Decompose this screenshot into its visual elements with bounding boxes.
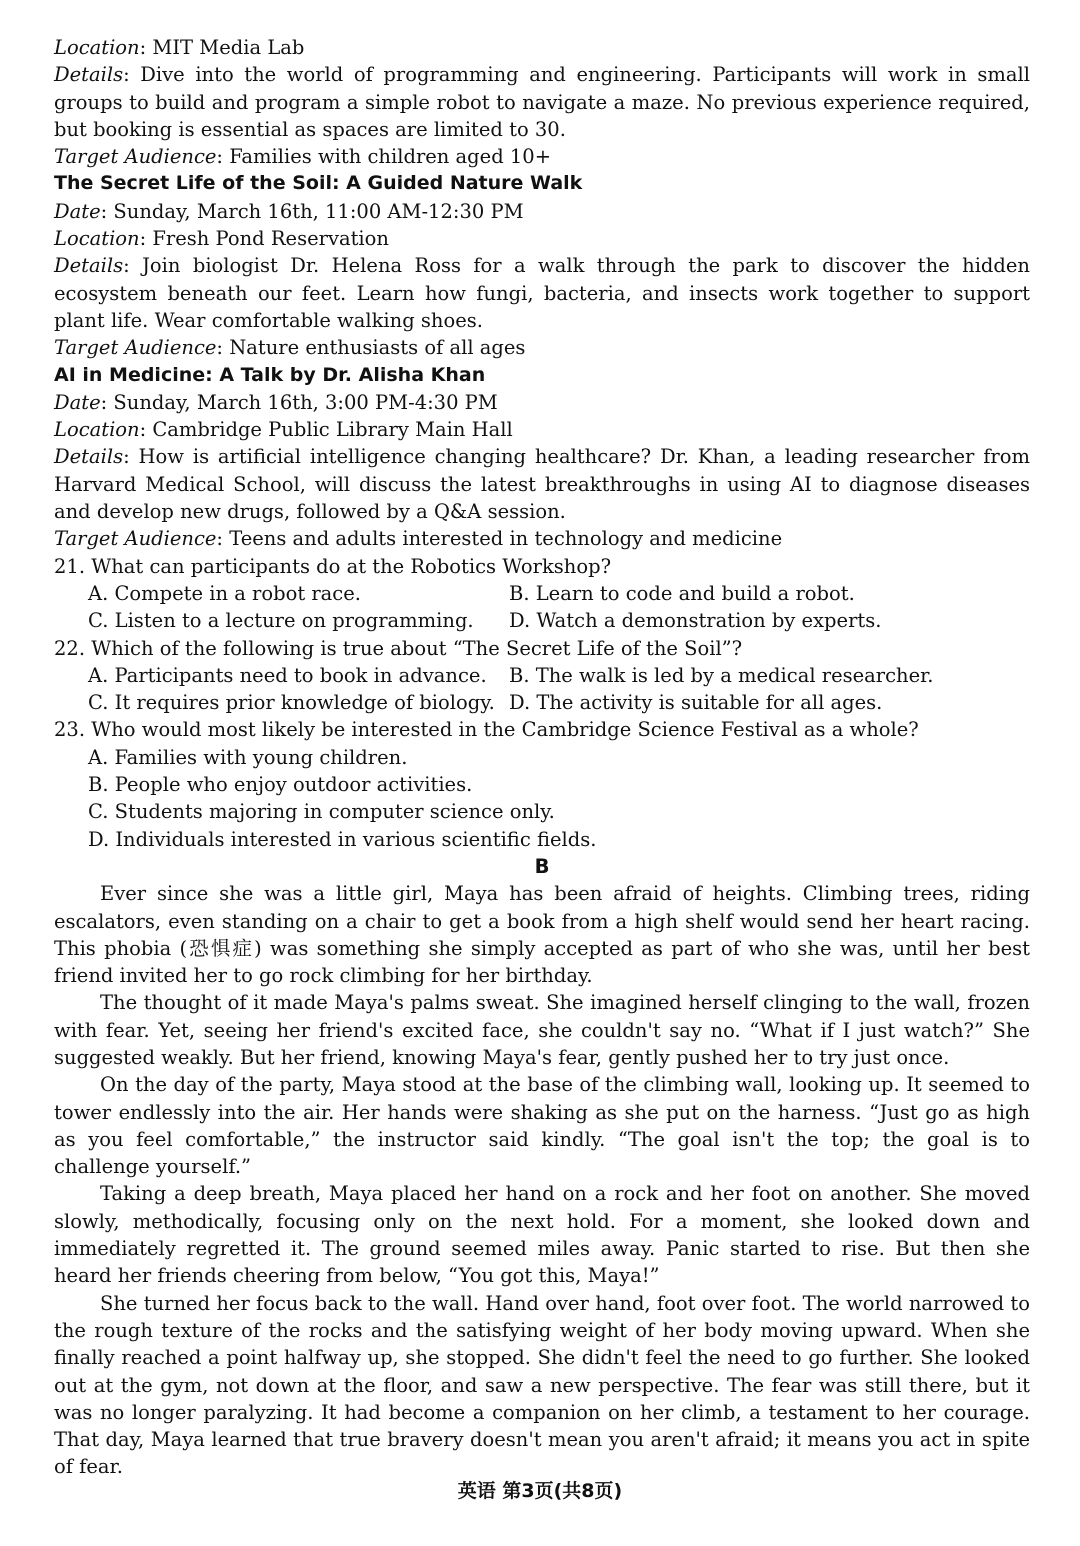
passage-paragraph-4: Taking a deep breath, Maya placed her hand on a rock and her foot on another. She moved slowly, methodically, focusing only on the next hold. For a moment, she looked down and immediately regretted it. The ground seemed miles away. Panic started to rise. But then she heard her friends cheering from below, “You got this, Maya!” — [54, 1182, 1030, 1288]
audience-value: Teens and adults interested in technology and medicine — [229, 527, 783, 551]
date-value: Sunday, March 16th, 3:00 PM-4:30 PM — [113, 390, 498, 414]
ai-audience: Target Audience: Teens and adults interested in technology and medicine — [54, 527, 783, 551]
q23-option-b[interactable]: B. People who enjoy outdoor activities. — [88, 773, 473, 797]
location-value: Fresh Pond Reservation — [152, 227, 389, 251]
section-b-heading: B — [534, 854, 550, 878]
q22-options-row-2 — [54, 689, 1030, 716]
question-23: 23. Who would most likely be interested in the Cambridge Science Festival as a whole? — [54, 718, 919, 742]
soil-title: The Secret Life of the Soil: A Guided Nature Walk — [54, 172, 583, 195]
ai-details: Details: How is artificial intelligence changing healthcare? Dr. Khan, a leading researcher from Harvard Medical School, will discuss the latest breakthroughs in using AI to diagnose diseases and develop new drugs, followed by a Q&A session. — [54, 445, 1030, 524]
robotics-location: Location: MIT Media Lab — [54, 36, 305, 59]
q23-option-a[interactable]: A. Families with young children. — [88, 745, 408, 769]
location-value: MIT Media Lab — [152, 36, 305, 59]
details-text: How is artificial intelligence changing healthcare? Dr. Khan, a leading researcher from Harvard Medical School, will discuss the latest breakthroughs in using AI to diagnose diseases and develop new drugs, followed by a Q&A session. — [54, 445, 1030, 524]
passage-paragraph-5: She turned her focus back to the wall. Hand over hand, foot over foot. The world narrowed to the rough texture of the rocks and the satisfying weight of her body moving upward. When she finally reached a point halfway up, she stopped. She didn't feel the need to go further. She looked out at the gym, not down at the floor, and saw a new perspective. The fear was still there, but it was no longer paralyzing. It had become a companion on her climb, a testament to her courage. That day, Maya learned that true bravery doesn't mean you aren't afraid; it means you act in spite of fear. — [54, 1291, 1030, 1479]
soil-audience: Target Audience: Nature enthusiasts of all ages — [54, 336, 526, 360]
robotics-audience: Target Audience: Families with children aged 10+ — [54, 145, 552, 169]
date-label: Date — [54, 199, 101, 223]
q21-option-a[interactable]: A. Compete in a robot race. — [88, 581, 361, 605]
q21-options-row-1 — [54, 580, 1030, 607]
q21-option-b[interactable]: B. Learn to code and build a robot. — [509, 581, 855, 605]
audience-value: Nature enthusiasts of all ages — [229, 336, 526, 360]
ai-title: AI in Medicine: A Talk by Dr. Alisha Khan — [54, 363, 486, 386]
audience-label: Target Audience — [54, 336, 217, 360]
audience-value: Families with children aged 10+ — [229, 145, 552, 169]
details-label: Details — [54, 63, 124, 87]
audience-label: Target Audience — [54, 527, 217, 551]
passage-paragraph-3: On the day of the party, Maya stood at the base of the climbing wall, looking up. It seemed to tower endlessly into the air. Her hands were shaking as she put on the harness. “Just go as high as you feel comfortable,” the instructor said kindly. “The goal isn't the top; the goal is to challenge yourself.” — [54, 1073, 1030, 1179]
details-text: Dive into the world of programming and engineering. Participants will work in small groups to build and program a simple robot to navigate a maze. No previous experience required, but booking is essential as spaces are limited to 30. — [54, 63, 1030, 141]
location-value: Cambridge Public Library Main Hall — [152, 418, 513, 442]
location-label: Location — [54, 418, 140, 442]
robotics-details: Details: Dive into the world of programming and engineering. Participants will work in small groups to build and program a simple robot to navigate a maze. No previous experience required, but booking is essential as spaces are limited to 30. — [54, 63, 1030, 141]
question-21: 21. What can participants do at the Robotics Workshop? — [54, 554, 612, 578]
soil-date: Date: Sunday, March 16th, 11:00 AM-12:30 PM — [54, 199, 524, 223]
date-label: Date — [54, 390, 101, 414]
soil-location: Location: Fresh Pond Reservation — [54, 227, 389, 251]
date-value: Sunday, March 16th, 11:00 AM-12:30 PM — [113, 199, 524, 223]
location-label: Location — [54, 227, 140, 251]
details-text: Join biologist Dr. Helena Ross for a walk through the park to discover the hidden ecosystem beneath our feet. Learn how fungi, bacteria, and insects work together to support plant life. Wear comfortable walking shoes. — [54, 254, 1030, 332]
passage-paragraph-2: The thought of it made Maya's palms sweat. She imagined herself clinging to the wall, frozen with fear. Yet, seeing her friend's excited face, she couldn't say no. “What if I just watch?” She suggested weakly. But her friend, knowing Maya's fear, gently pushed her to try just once. — [54, 991, 1030, 1069]
location-label: Location — [54, 36, 140, 59]
details-label: Details — [54, 254, 124, 278]
details-label: Details — [54, 445, 124, 469]
q21-option-c[interactable]: C. Listen to a lecture on programming. — [88, 609, 474, 633]
q21-option-d[interactable]: D. Watch a demonstration by experts. — [509, 609, 882, 633]
ai-location: Location: Cambridge Public Library Main Hall — [54, 418, 513, 442]
q22-options-row-1 — [54, 662, 1030, 689]
soil-details: Details: Join biologist Dr. Helena Ross for a walk through the park to discover the hidden ecosystem beneath our feet. Learn how fungi, bacteria, and insects work together to support plant life. Wear comfortable walking shoes. — [54, 254, 1030, 332]
q22-option-d[interactable]: D. The activity is suitable for all ages. — [509, 691, 883, 715]
page-footer: 英语 第3页(共8页) — [457, 1480, 623, 1502]
q23-option-d[interactable]: D. Individuals interested in various scientific fields. — [88, 827, 597, 851]
q22-option-a[interactable]: A. Participants need to book in advance. — [88, 663, 487, 687]
q23-option-c[interactable]: C. Students majoring in computer science only. — [88, 800, 555, 824]
ai-date: Date: Sunday, March 16th, 3:00 PM-4:30 PM — [54, 390, 498, 414]
passage-paragraph-1: Ever since she was a little girl, Maya has been afraid of heights. Climbing trees, riding escalators, even standing on a chair to get a book from a high shelf would send her heart racing. This phobia (恐惧症) was something she simply accepted as part of who she was, until her best friend invited her to go rock climbing for her birthday. — [54, 882, 1030, 988]
question-22: 22. Which of the following is true about “The Secret Life of the Soil”? — [54, 636, 743, 660]
q22-option-b[interactable]: B. The walk is led by a medical researcher. — [509, 663, 934, 687]
q22-option-c[interactable]: C. It requires prior knowledge of biology. — [88, 691, 495, 715]
audience-label: Target Audience — [54, 145, 217, 169]
q21-options-row-2 — [54, 607, 1030, 634]
